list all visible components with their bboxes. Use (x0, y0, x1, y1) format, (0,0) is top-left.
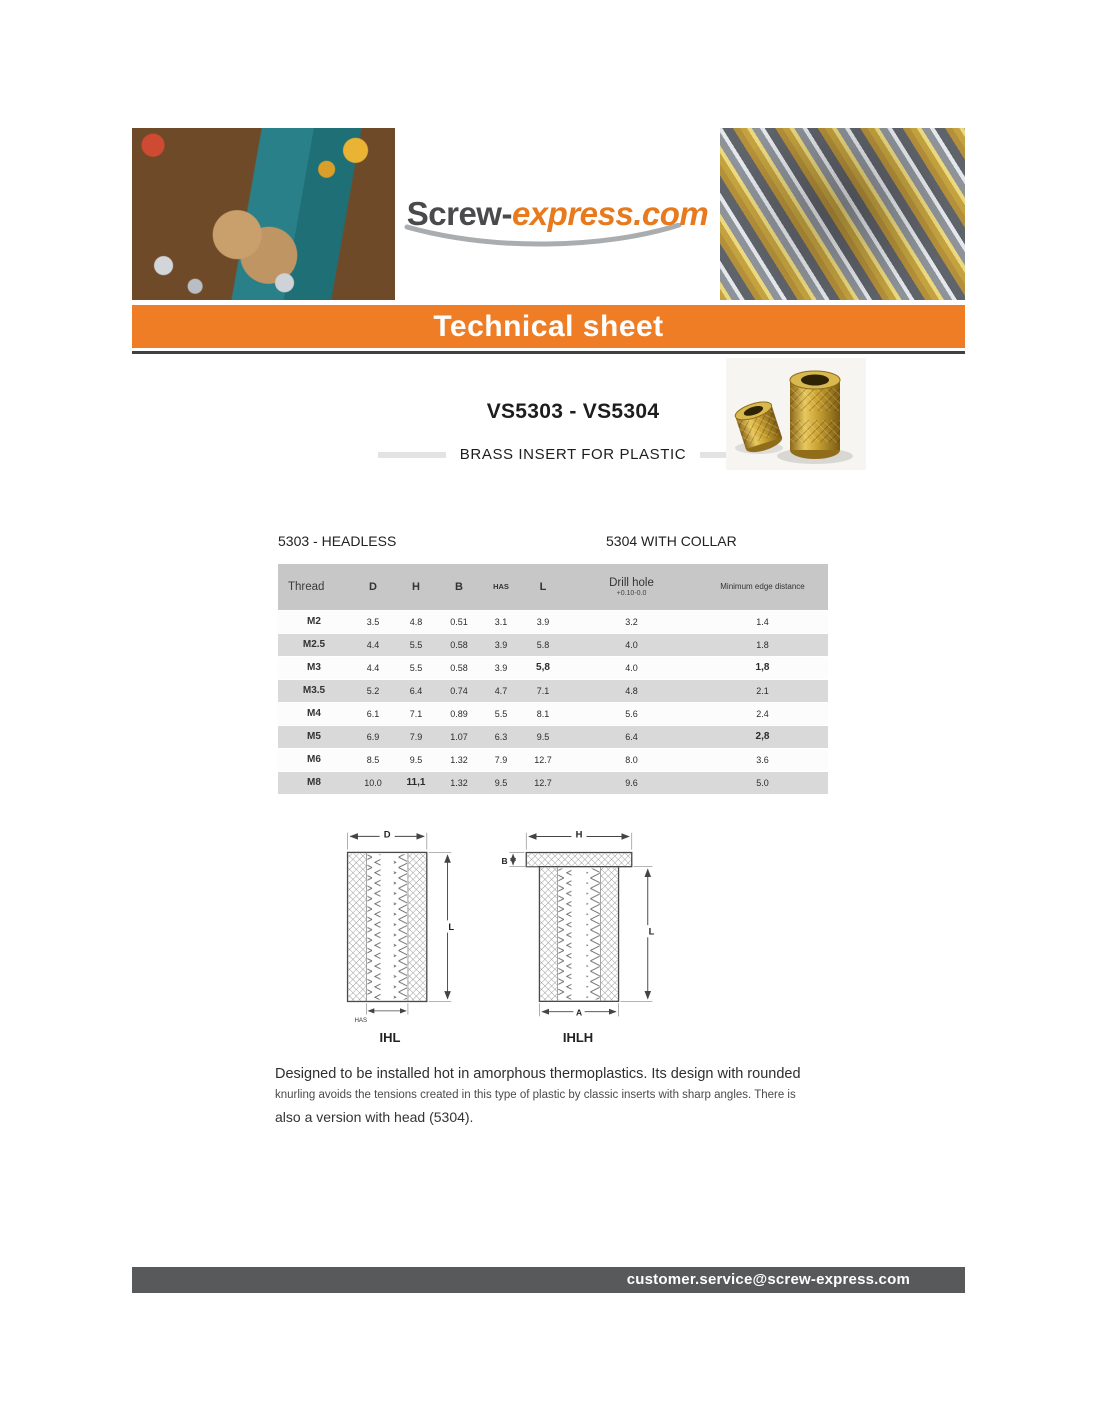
value-cell: 5,8 (520, 656, 566, 679)
dim-label-d: D (383, 828, 391, 840)
value-cell: 7.9 (482, 748, 520, 771)
value-cell: 6.4 (566, 725, 697, 748)
dim-label-l: L (448, 920, 455, 932)
value-cell: 5.2 (350, 679, 396, 702)
section-label-collar: 5304 WITH COLLAR (606, 533, 737, 549)
spec-table (278, 564, 828, 795)
header-banner (132, 128, 965, 300)
table-row-m5 (278, 725, 828, 748)
column-header-minimum-edge-distance: Minimum edge distance (697, 564, 828, 610)
diagram-caption-ihl: IHL (379, 1030, 401, 1045)
product-title: VS5303 - VS5304 (486, 400, 660, 423)
description-line-2: knurling avoids the tensions created in this type of plastic by classic inserts with sharp angles. There is (275, 1089, 796, 1101)
dim-label-h: H (575, 828, 583, 840)
table-row-m8 (278, 771, 828, 794)
section-label-headless: 5303 - HEADLESS (278, 533, 397, 549)
value-cell: 3.2 (566, 610, 697, 633)
table-row-m3 (278, 656, 828, 679)
value-cell: 4.7 (482, 679, 520, 702)
value-cell: 0.51 (436, 610, 482, 633)
value-cell: 7.1 (520, 679, 566, 702)
tools-photo (132, 128, 395, 300)
thread-cell: M3 (278, 656, 350, 679)
value-cell: 10.0 (350, 771, 396, 794)
value-cell: 5.5 (396, 656, 436, 679)
large-insert (790, 371, 840, 459)
document-content (132, 0, 965, 1422)
dim-label-a: A (575, 1007, 583, 1018)
subtitle-line-left (378, 452, 446, 458)
brass-insert-image (726, 358, 866, 470)
banner-divider (132, 351, 965, 354)
value-cell: 1.4 (697, 610, 828, 633)
value-cell: 6.3 (482, 725, 520, 748)
value-cell: 3.9 (482, 633, 520, 656)
logo-swoosh-icon (403, 223, 683, 249)
value-cell: 7.1 (396, 702, 436, 725)
logo-text-express: express.com (511, 195, 709, 232)
thread-cell: M8 (278, 771, 350, 794)
brass-insert-illustration (726, 358, 866, 470)
table-row-m2 (278, 610, 828, 633)
value-cell: 0.74 (436, 679, 482, 702)
value-cell: 3.9 (520, 610, 566, 633)
value-cell: 1.32 (436, 748, 482, 771)
value-cell: 6.1 (350, 702, 396, 725)
value-cell: 2.4 (697, 702, 828, 725)
diagram-collar (498, 826, 658, 1045)
table-row-m2-5 (278, 633, 828, 656)
collar-insert-drawing (498, 826, 660, 1026)
value-cell: 4.4 (350, 633, 396, 656)
thread-cell: M3.5 (278, 679, 350, 702)
column-header-has: HAS (482, 564, 520, 610)
value-cell: 4.0 (566, 656, 697, 679)
value-cell: 4.8 (566, 679, 697, 702)
table-row-m3-5 (278, 679, 828, 702)
description-line-1: Designed to be installed hot in amorphous thermoplastics. Its design with rounded (275, 1066, 801, 1082)
logo (407, 195, 709, 233)
value-cell: 3.5 (350, 610, 396, 633)
value-cell: 9.5 (482, 771, 520, 794)
value-cell: 5.6 (566, 702, 697, 725)
column-header-d: D (350, 564, 396, 610)
footer-email: customer.service@screw-express.com (626, 1271, 910, 1288)
value-cell: 5.5 (396, 633, 436, 656)
technical-drawings (310, 826, 658, 1045)
logo-text-screw: Screw- (406, 195, 512, 232)
value-cell: 1.32 (436, 771, 482, 794)
description-paragraph (275, 1066, 820, 1125)
value-cell: 7.9 (396, 725, 436, 748)
value-cell: 3.1 (482, 610, 520, 633)
headless-insert-drawing (315, 826, 465, 1026)
table-row-m6 (278, 748, 828, 771)
value-cell: 1,8 (697, 656, 828, 679)
column-header-thread: Thread (278, 564, 350, 610)
value-cell: 9.5 (396, 748, 436, 771)
diagram-caption-ihlh: IHLH (562, 1030, 594, 1045)
value-cell: 4.0 (566, 633, 697, 656)
value-cell: 8.0 (566, 748, 697, 771)
value-cell: 0.89 (436, 702, 482, 725)
product-subtitle: BRASS INSERT FOR PLASTIC (459, 446, 687, 463)
dim-label-has: HAS (354, 1017, 368, 1025)
column-header-drill-hole: Drill hole +0.10-0.0 (566, 564, 697, 610)
thread-cell: M4 (278, 702, 350, 725)
value-cell: 12.7 (520, 748, 566, 771)
value-cell: 6.9 (350, 725, 396, 748)
table-row-m4 (278, 702, 828, 725)
value-cell: 9.5 (520, 725, 566, 748)
value-cell: 6.4 (396, 679, 436, 702)
spec-table-head-row (278, 564, 828, 610)
value-cell: 2.1 (697, 679, 828, 702)
value-cell: 8.1 (520, 702, 566, 725)
value-cell: 4.4 (350, 656, 396, 679)
column-header-h: H (396, 564, 436, 610)
value-cell: 5.0 (697, 771, 828, 794)
value-cell: 5.5 (482, 702, 520, 725)
spec-table-body (278, 610, 828, 794)
technical-sheet-banner (132, 305, 965, 348)
value-cell: 5.8 (520, 633, 566, 656)
value-cell: 3.9 (482, 656, 520, 679)
thread-cell: M5 (278, 725, 350, 748)
thread-cell: M2.5 (278, 633, 350, 656)
dim-label-l2: L (648, 925, 655, 937)
dim-label-b: B (501, 855, 508, 866)
value-cell: 12.7 (520, 771, 566, 794)
value-cell: 1.8 (697, 633, 828, 656)
description-line-3: also a version with head (5304). (275, 1109, 474, 1125)
thread-cell: M2 (278, 610, 350, 633)
value-cell: 0.58 (436, 633, 482, 656)
diagram-headless (310, 826, 470, 1045)
value-cell: 4.8 (396, 610, 436, 633)
value-cell: 1.07 (436, 725, 482, 748)
column-header-l: L (520, 564, 566, 610)
value-cell: 0.58 (436, 656, 482, 679)
screws-photo (720, 128, 965, 300)
value-cell: 3.6 (697, 748, 828, 771)
logo-area (395, 128, 720, 300)
value-cell: 2,8 (697, 725, 828, 748)
value-cell: 9.6 (566, 771, 697, 794)
value-cell: 11,1 (396, 771, 436, 794)
thread-cell: M6 (278, 748, 350, 771)
column-header-b: B (436, 564, 482, 610)
value-cell: 8.5 (350, 748, 396, 771)
banner-title: Technical sheet (433, 309, 664, 343)
footer-bar (132, 1267, 965, 1293)
